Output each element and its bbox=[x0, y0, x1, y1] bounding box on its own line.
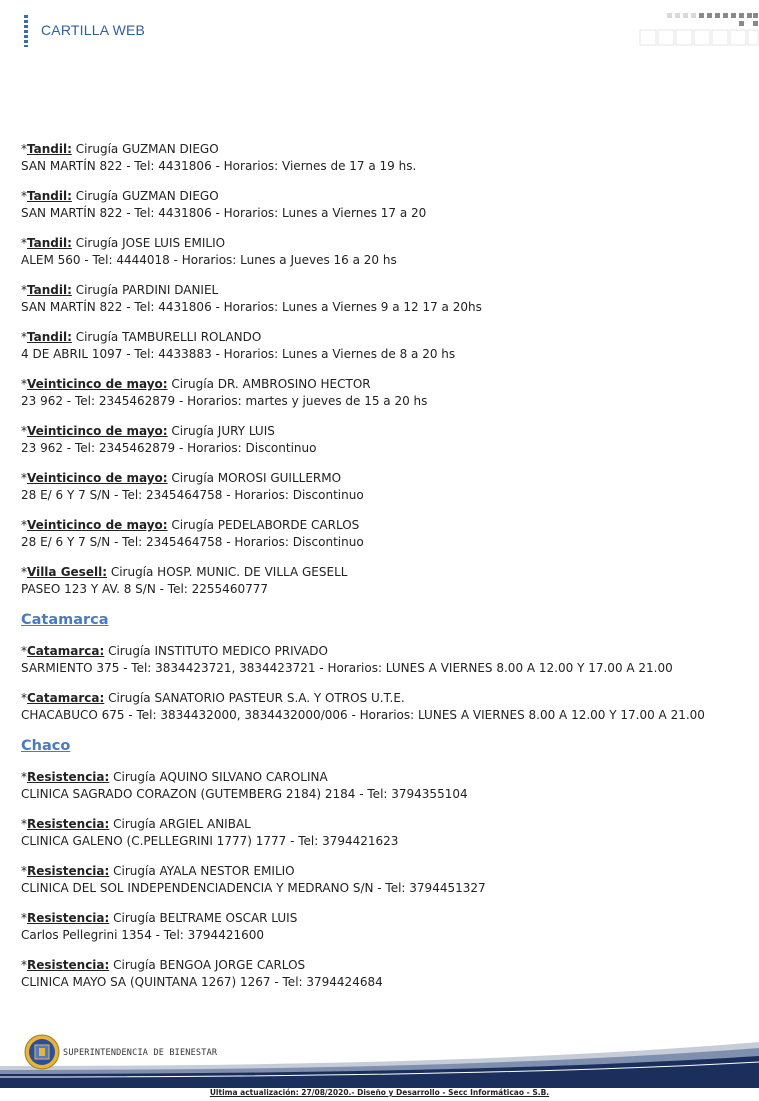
provider-entry bbox=[21, 816, 741, 850]
entry-location: Resistencia: bbox=[27, 864, 110, 878]
entry-service: Cirugía BELTRAME OSCAR LUIS bbox=[109, 911, 298, 925]
entry-details: SAN MARTÍN 822 - Tel: 4431806 - Horarios: Viernes de 17 a 19 hs. bbox=[21, 159, 417, 173]
entry-bullet: * bbox=[21, 189, 27, 203]
entry-bullet: * bbox=[21, 864, 27, 878]
entry-service: Cirugía PARDINI DANIEL bbox=[71, 283, 219, 297]
entry-bullet: * bbox=[21, 283, 27, 297]
header-accent-bar bbox=[24, 15, 28, 47]
entry-location: Resistencia: bbox=[27, 817, 110, 831]
entry-location: Villa Gesell: bbox=[27, 565, 107, 579]
entry-service: Cirugía GUZMAN DIEGO bbox=[71, 142, 219, 156]
footer-wave-band bbox=[0, 1030, 759, 1088]
entry-details: SAN MARTÍN 822 - Tel: 4431806 - Horarios: Lunes a Viernes 17 a 20 bbox=[21, 206, 427, 220]
entry-service: Cirugía JOSE LUIS EMILIO bbox=[71, 236, 226, 250]
provider-entry bbox=[21, 235, 741, 269]
provider-entry bbox=[21, 188, 741, 222]
entry-location: Resistencia: bbox=[27, 770, 110, 784]
entry-bullet: * bbox=[21, 330, 27, 344]
entry-details: CHACABUCO 675 - Tel: 3834432000, 3834432000/006 - Horarios: LUNES A VIERNES 8.00 A 12.00 Y 17.00 A 21.00 bbox=[21, 708, 705, 722]
entry-location: Veinticinco de mayo: bbox=[27, 471, 168, 485]
entry-service: Cirugía TAMBURELLI ROLANDO bbox=[71, 330, 262, 344]
entry-bullet: * bbox=[21, 770, 27, 784]
provider-entry bbox=[21, 643, 741, 677]
provider-entry bbox=[21, 957, 741, 991]
page-header bbox=[0, 0, 759, 60]
entry-service: Cirugía HOSP. MUNIC. DE VILLA GESELL bbox=[107, 565, 348, 579]
entry-location: Catamarca: bbox=[27, 691, 105, 705]
entry-location: Resistencia: bbox=[27, 911, 110, 925]
entry-service: Cirugía AYALA NESTOR EMILIO bbox=[109, 864, 295, 878]
entry-bullet: * bbox=[21, 236, 27, 250]
section-title[interactable]: Chaco bbox=[21, 738, 71, 754]
header-squares-decoration bbox=[638, 10, 759, 48]
entry-details: 28 E/ 6 Y 7 S/N - Tel: 2345464758 - Horarios: Discontinuo bbox=[21, 535, 364, 549]
entry-bullet: * bbox=[21, 518, 27, 532]
entry-bullet: * bbox=[21, 565, 27, 579]
provider-entry bbox=[21, 141, 741, 175]
provider-entry bbox=[21, 470, 741, 504]
entry-bullet: * bbox=[21, 911, 27, 925]
entry-details: CLINICA MAYO SA (QUINTANA 1267) 1267 - Tel: 3794424684 bbox=[21, 975, 383, 989]
footer-institution-label: SUPERINTENDENCIA DE BIENESTAR bbox=[63, 1048, 218, 1058]
entry-location: Resistencia: bbox=[27, 958, 110, 972]
entry-details: 4 DE ABRIL 1097 - Tel: 4433883 - Horarios: Lunes a Viernes de 8 a 20 hs bbox=[21, 347, 456, 361]
entry-location: Tandil: bbox=[27, 189, 72, 203]
provider-entry bbox=[21, 517, 741, 551]
listing-content bbox=[21, 141, 741, 1004]
entry-location: Tandil: bbox=[27, 142, 72, 156]
entry-service: Cirugía PEDELABORDE CARLOS bbox=[167, 518, 360, 532]
entry-bullet: * bbox=[21, 817, 27, 831]
entry-location: Tandil: bbox=[27, 236, 72, 250]
section-title[interactable]: Catamarca bbox=[21, 612, 109, 628]
provider-entry bbox=[21, 329, 741, 363]
entry-bullet: * bbox=[21, 377, 27, 391]
entry-service: Cirugía AQUINO SILVANO CAROLINA bbox=[109, 770, 328, 784]
provider-entry bbox=[21, 423, 741, 457]
entry-details: PASEO 123 Y AV. 8 S/N - Tel: 2255460777 bbox=[21, 582, 268, 596]
entry-service: Cirugía BENGOA JORGE CARLOS bbox=[109, 958, 306, 972]
entry-details: 28 E/ 6 Y 7 S/N - Tel: 2345464758 - Horarios: Discontinuo bbox=[21, 488, 364, 502]
entry-service: Cirugía GUZMAN DIEGO bbox=[71, 189, 219, 203]
provider-entry bbox=[21, 376, 741, 410]
page-title: CARTILLA WEB bbox=[41, 22, 146, 38]
entry-details: CLINICA GALENO (C.PELLEGRINI 1777) 1777 - Tel: 3794421623 bbox=[21, 834, 399, 848]
entry-details: ALEM 560 - Tel: 4444018 - Horarios: Lunes a Jueves 16 a 20 hs bbox=[21, 253, 397, 267]
entry-bullet: * bbox=[21, 691, 27, 705]
last-update-note: Ultima actualización: 27/08/2020.- Diseño y Desarrollo - Secc Informáticao - S.B. bbox=[209, 1088, 550, 1097]
entry-details: SARMIENTO 375 - Tel: 3834423721, 3834423721 - Horarios: LUNES A VIERNES 8.00 A 12.00 Y 17.00 A 21.00 bbox=[21, 661, 673, 675]
entry-location: Veinticinco de mayo: bbox=[27, 377, 168, 391]
provider-entry bbox=[21, 564, 741, 598]
entry-service: Cirugía DR. AMBROSINO HECTOR bbox=[167, 377, 371, 391]
entry-location: Tandil: bbox=[27, 283, 72, 297]
page-footer bbox=[0, 1030, 759, 1101]
entry-bullet: * bbox=[21, 644, 27, 658]
entry-bullet: * bbox=[21, 958, 27, 972]
entry-details: CLINICA SAGRADO CORAZON (GUTEMBERG 2184) 2184 - Tel: 3794355104 bbox=[21, 787, 468, 801]
entry-service: Cirugía SANATORIO PASTEUR S.A. Y OTROS U.T.E. bbox=[104, 691, 405, 705]
entry-bullet: * bbox=[21, 424, 27, 438]
entry-details: 23 962 - Tel: 2345462879 - Horarios: Discontinuo bbox=[21, 441, 317, 455]
provider-entry bbox=[21, 690, 741, 724]
entry-service: Cirugía JURY LUIS bbox=[167, 424, 275, 438]
entry-bullet: * bbox=[21, 471, 27, 485]
entry-service: Cirugía ARGIEL ANIBAL bbox=[109, 817, 251, 831]
entry-service: Cirugía MOROSI GUILLERMO bbox=[167, 471, 342, 485]
entry-location: Veinticinco de mayo: bbox=[27, 424, 168, 438]
provider-entry bbox=[21, 282, 741, 316]
provider-entry bbox=[21, 910, 741, 944]
entry-details: Carlos Pellegrini 1354 - Tel: 3794421600 bbox=[21, 928, 264, 942]
provider-entry bbox=[21, 863, 741, 897]
institution-seal-icon bbox=[24, 1034, 60, 1070]
entry-details: CLINICA DEL SOL INDEPENDENCIADENCIA Y MEDRANO S/N - Tel: 3794451327 bbox=[21, 881, 486, 895]
provider-entry bbox=[21, 769, 741, 803]
entry-details: 23 962 - Tel: 2345462879 - Horarios: martes y jueves de 15 a 20 hs bbox=[21, 394, 428, 408]
entry-details: SAN MARTÍN 822 - Tel: 4431806 - Horarios: Lunes a Viernes 9 a 12 17 a 20hs bbox=[21, 300, 482, 314]
entry-location: Veinticinco de mayo: bbox=[27, 518, 168, 532]
entry-location: Catamarca: bbox=[27, 644, 105, 658]
entry-location: Tandil: bbox=[27, 330, 72, 344]
entry-service: Cirugía INSTITUTO MEDICO PRIVADO bbox=[104, 644, 328, 658]
entry-bullet: * bbox=[21, 142, 27, 156]
